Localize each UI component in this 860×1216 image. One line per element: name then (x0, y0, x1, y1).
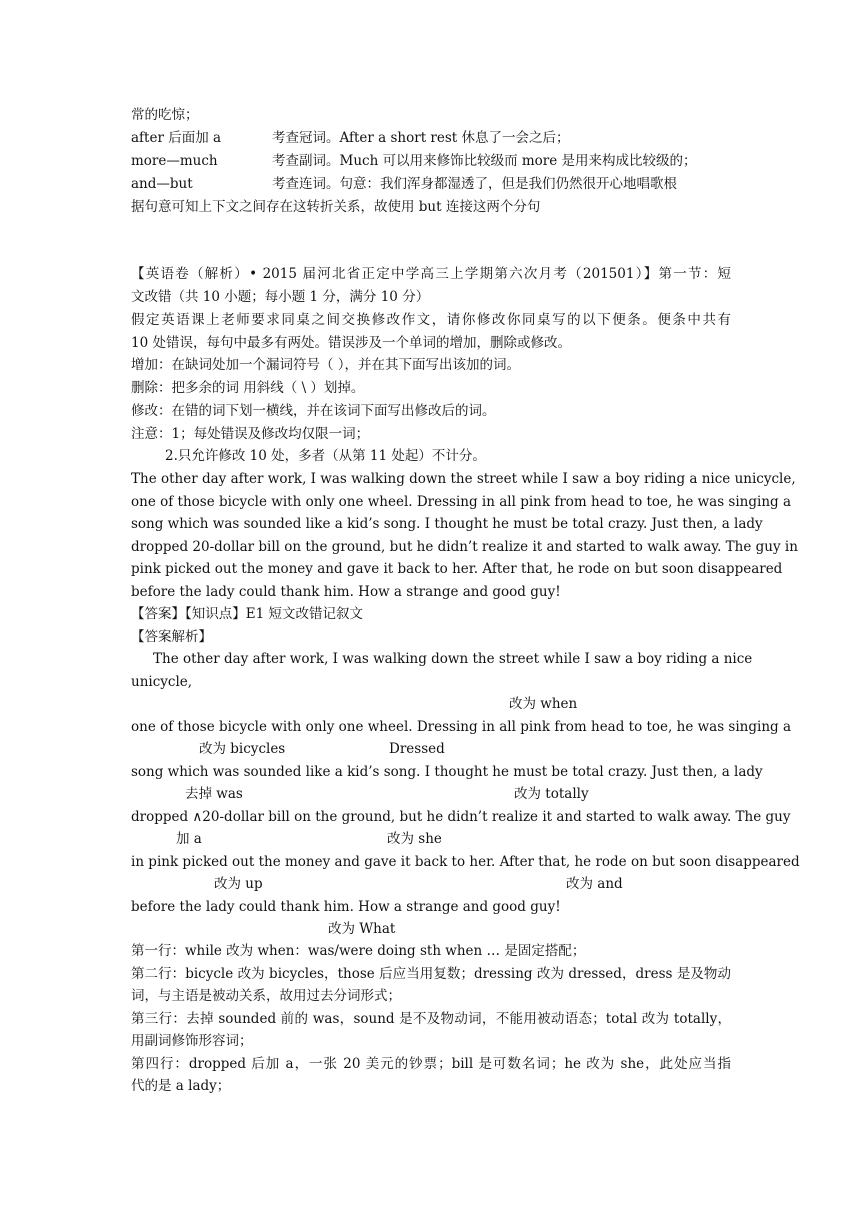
passage-line: one of those bicycle with only one wheel. Dressing in all pink from head to toe, he was singing a (131, 494, 792, 510)
instruction-line: 10 处错误，每句中最多有两处。错误涉及一个单词的增加，删除或修改。 (131, 335, 571, 351)
text-line: 常的吃惊； (131, 107, 199, 123)
instruction-line: 删除：把多余的词 用斜线（ \ ）划掉。 (131, 380, 365, 396)
corrected-line: unicycle, (131, 674, 193, 690)
text-line: 据句意可知上下文之间存在这转折关系，故使用 but 连接这两个分句 (131, 199, 541, 215)
section-heading: 文改错（共 10 小题；每小题 1 分，满分 10 分） (131, 289, 430, 305)
correction-note: 改为 What (328, 921, 396, 937)
text-line: after 后面加 a (131, 130, 222, 146)
text-line: more—much (131, 153, 218, 169)
instruction-line: 注意：1；每处错误及修改均仅限一词； (131, 426, 370, 442)
section-heading: 【英语卷（解析）• 2015 届河北省正定中学高三上学期第六次月考（201501）】第一节：短 (131, 266, 731, 282)
instruction-line: 假定英语课上老师要求同桌之间交换修改作文，请你修改你同桌写的以下便条。便条中共有 (131, 312, 731, 328)
explanation-line: 第一行：while 改为 when：was/were doing sth when … 是固定搭配； (131, 943, 586, 959)
answer-label: 【答案】【知识点】E1 短文改错记叙文 (131, 606, 363, 622)
text-line: 考查冠词。After a short rest 休息了一会之后； (272, 130, 570, 146)
corrected-line: The other day after work, I was walking down the street while I saw a boy riding a nice (153, 651, 753, 667)
passage-line: song which was sounded like a kid’s song. I thought he must be total crazy. Just then, a lady (131, 516, 763, 532)
correction-note: 改为 bicycles (199, 741, 286, 757)
corrected-line: song which was sounded like a kid’s song. I thought he must be total crazy. Just then, a lady (131, 764, 763, 780)
text-line: 考查连词。句意：我们浑身都湿透了，但是我们仍然很开心地唱歌根 (272, 176, 677, 192)
corrected-line: before the lady could thank him. How a strange and good guy! (131, 899, 561, 915)
passage-line: dropped 20-dollar bill on the ground, but he didn’t realize it and started to walk away. The guy in (131, 539, 798, 555)
correction-note: 改为 and (566, 876, 623, 892)
corrected-line: in pink picked out the money and gave it back to her. After that, he rode on but soon disappeared (131, 854, 800, 870)
explanation-line: 第三行：去掉 sounded 前的 was，sound 是不及物动词，不能用被动语态；total 改为 totally， (131, 1011, 731, 1027)
explanation-line: 第二行：bicycle 改为 bicycles，those 后应当用复数；dressing 改为 dressed，dress 是及物动 (131, 966, 731, 982)
instruction-line: 2.只允许修改 10 处，多者（从第 11 处起）不计分。 (165, 448, 486, 464)
text-line: 考查副词。Much 可以用来修饰比较级而 more 是用来构成比较级的； (272, 153, 697, 169)
correction-note: 加 a (176, 831, 202, 847)
explanation-line: 第四行：dropped 后加 a，一张 20 美元的钞票；bill 是可数名词；he 改为 she，此处应当指 (131, 1056, 731, 1072)
passage-line: before the lady could thank him. How a strange and good guy! (131, 584, 561, 600)
passage-line: pink picked out the money and gave it back to her. After that, he rode on but soon disappeared (131, 561, 783, 577)
text-line: and—but (131, 176, 193, 192)
explanation-line: 代的是 a lady； (131, 1078, 231, 1094)
explanation-line: 用副词修饰形容词； (131, 1033, 253, 1049)
correction-note: 改为 up (214, 876, 263, 892)
explanation-line: 词，与主语是被动关系，故用过去分词形式； (131, 988, 401, 1004)
correction-note: Dressed (389, 741, 445, 757)
passage-line: The other day after work, I was walking down the street while I saw a boy riding a nice unicycle, (131, 471, 796, 487)
corrected-line: one of those bicycle with only one wheel. Dressing in all pink from head to toe, he was singing a (131, 719, 792, 735)
instruction-line: 修改：在错的词下划一横线，并在该词下面写出修改后的词。 (131, 403, 496, 419)
analysis-label: 【答案解析】 (131, 629, 212, 645)
correction-note: 改为 totally (514, 786, 589, 802)
corrected-line: dropped ∧20-dollar bill on the ground, but he didn’t realize it and started to walk away. The guy (131, 809, 791, 825)
correction-note: 改为 when (509, 696, 578, 712)
correction-note: 改为 she (387, 831, 442, 847)
instruction-line: 增加：在缺词处加一个漏词符号（ ），并在其下面写出该加的词。 (131, 357, 521, 373)
correction-note: 去掉 was (185, 786, 243, 802)
